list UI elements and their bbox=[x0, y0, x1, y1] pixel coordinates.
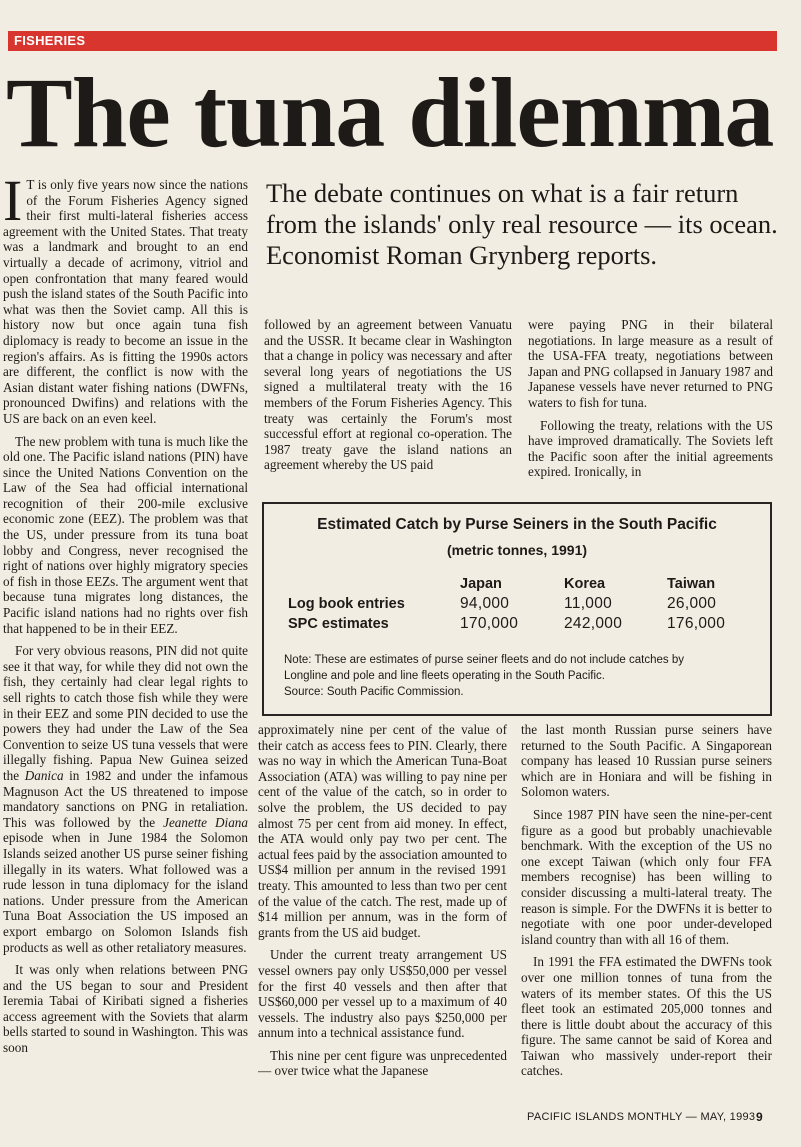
article-column-2 bbox=[264, 317, 512, 495]
body-text: in 1982 and under the infamous Magnuson Act the US threatened to impose mandatory sanctions on PNG in retaliation. This was followed by the bbox=[3, 767, 248, 830]
section-label: FISHERIES bbox=[14, 33, 86, 48]
body-paragraph: This nine per cent figure was unprecedented — over twice what the Japanese bbox=[258, 1047, 507, 1079]
article-column-1 bbox=[3, 177, 248, 1097]
headline: The tuna dilemma bbox=[6, 57, 774, 168]
catch-table-box bbox=[262, 502, 772, 716]
article-column-3 bbox=[528, 317, 773, 495]
body-paragraph: In 1991 the FFA estimated the DWFNs took over one million tonnes of tuna from the waters of its member states. Of this the US fleet took an estimated 205,000 tonnes and there is little doubt about the accuracy of this figure. The same cannot be said of Korea and Taiwan who massively under-report their catches. bbox=[521, 954, 772, 1079]
table-cell: 170,000 bbox=[460, 615, 519, 632]
body-paragraph bbox=[3, 643, 248, 955]
table-cell: 176,000 bbox=[667, 615, 726, 632]
body-paragraph: Under the current treaty arrangement US vessel owners pay only US$50,000 per vessel for the first 40 vessels and then after that US$60,000 per vessel up to a maximum of 40 vessels. The industry also pays $250,000 per annum into a technical assistance fund. bbox=[258, 947, 507, 1041]
source-line: Source: South Pacific Commission. bbox=[284, 686, 464, 698]
body-paragraph: were paying PNG in their bilateral negotiations. In large measure as a result of the USA-FFA treaty, negotiations between Japan and PNG collapsed in January 1987 and Japanese vessels have never returned to PNG waters to fish for tuna. bbox=[528, 317, 773, 410]
column-header-japan: Japan bbox=[460, 576, 502, 592]
page-folio: PACIFIC ISLANDS MONTHLY — MAY, 1993 bbox=[527, 1111, 756, 1123]
table-title: Estimated Catch by Purse Seiners in the South Pacific bbox=[317, 516, 717, 533]
lead-text: T is only five years now since the nations of the Forum Fisheries Agency signed their first multi-lateral fisheries access agreement with the United States. That treaty was a landmark and brought to an end virtually a decade of acrimony, vitriol and open confrontation that many feared would push the island states of the South Pacific into what was then the Soviet camp. All this is history now but once again tuna fish diplomacy is ready to become an issue in the region's affairs. As is fitting the 1990s actors are different, the conflict is now with the Asian distant water fishing nations (DWFNs, pronounced Dwifins) and relations with the US are back on an even keel. bbox=[3, 177, 248, 426]
table-note bbox=[284, 652, 764, 700]
body-text: For very obvious reasons, PIN did not quite see it that way, for while they did not own the fish, they certainly had clear legal rights to sell rights to catch those fish while they were in their EEZ and some PIN decided to use the powers they had under the Law of the Sea Convention to seize US tuna vessels that were illegally fishing. Papua New Guinea seized the bbox=[3, 643, 248, 783]
table-subtitle: (metric tonnes, 1991) bbox=[446, 542, 588, 558]
table-cell: 26,000 bbox=[667, 595, 717, 612]
article-column-5 bbox=[521, 722, 772, 1094]
body-paragraph: approximately nine per cent of the value of their catch as access fees to PIN. Clearly, there was no way in which the American Tuna-Boat Association (ATA) was willing to pay nine per cent of the value of the catch, so in order to solve the problem, the US decided to pay almost 75 per cent from aid money. In effect, the ATA would only pay two per cent. The actual fees paid by the association amounted to US$4 million per annum in the revised 1991 treaty. This amounted to less than two per cent of the value of the catch. The rest, made up of $14 million per annum, was in the form of grants from the US aid budget. bbox=[258, 722, 507, 940]
table-cell: 242,000 bbox=[564, 615, 623, 632]
body-text: episode when in June 1984 the Solomon Islands seized another US purse seiner fishing illegally in its waters. What followed was a rude lesson in tuna diplomacy for the island nations. Under pressure from the American Tuna Boat Association the US imposed an export embargo on Solomon Islands fish products as well as other retaliatory measures. bbox=[3, 830, 248, 955]
drop-cap: I bbox=[3, 177, 23, 233]
body-paragraph: the last month Russian purse seiners have returned to the South Pacific. A Singaporean company has leased 10 Russian purse seiners which are in Honiara and will be fishing in Solomon waters. bbox=[521, 722, 772, 800]
column-header-korea: Korea bbox=[564, 576, 606, 592]
row-label-spc: SPC estimates bbox=[288, 616, 389, 632]
section-banner bbox=[8, 31, 777, 51]
note-line: Longline and pole and line fleets operating in the South Pacific. bbox=[284, 670, 605, 682]
standfirst: The debate continues on what is a fair return from the islands' only real resource — its ocean. Economist Roman Grynberg reports. bbox=[266, 178, 778, 270]
row-label-logbook: Log book entries bbox=[288, 596, 405, 612]
lead-paragraph bbox=[3, 177, 248, 427]
column-header-taiwan: Taiwan bbox=[667, 576, 716, 592]
vessel-name: Danica bbox=[24, 767, 64, 783]
body-paragraph: followed by an agreement between Vanuatu and the USSR. It became clear in Washington that a change in policy was necessary and after several long years of negotiations the US signed a multilateral treaty with the 16 members of the Forum Fisheries Agency. This treaty was certainly the Forum's most successful effort at regional co-operation. The 1987 treaty gave the island nations an agreement whereby the US paid bbox=[264, 317, 512, 473]
table-cell: 94,000 bbox=[460, 595, 510, 612]
body-paragraph: It was only when relations between PNG and the US began to sour and President Ieremia Tabai of Kiribati signed a fisheries access agreement with the Soviets that alarm bells started to sound in Washington. This was soon bbox=[3, 962, 248, 1056]
vessel-name: Jeanette Diana bbox=[163, 814, 248, 830]
page-number: 9 bbox=[756, 1110, 763, 1124]
body-paragraph: The new problem with tuna is much like the old one. The Pacific island nations (PIN) have since the United Nations Convention on the Law of the Sea had official international recognition of their 200-mile exclusive economic zone (EEZ). The problem was that the US, under pressure from its tuna boat lobby and Congress, never recognised the right of nations over highly migratory species of fish in those EEZs. The argument went that because tuna migrates long distances, the Pacific island nations had no rights over fish that happened to be in their EEZ. bbox=[3, 433, 248, 636]
note-line: Note: These are estimates of purse seiner fleets and do not include catches by bbox=[284, 654, 684, 666]
article-column-4 bbox=[258, 722, 507, 1094]
body-paragraph: Since 1987 PIN have seen the nine-per-cent figure as a good but probably unachievable benchmark. With the exception of the US no one except Taiwan (which only four FFA members recognise) has been willing to consider discussing a multi-lateral treaty. The reason is simple. For the DWFNs it is better to negotiate with one poor under-developed island country than with all 16 of them. bbox=[521, 806, 772, 947]
table-cell: 11,000 bbox=[564, 595, 613, 612]
body-paragraph: Following the treaty, relations with the US have improved dramatically. The Soviets left the Pacific soon after the initial agreements expired. Ironically, in bbox=[528, 417, 773, 480]
